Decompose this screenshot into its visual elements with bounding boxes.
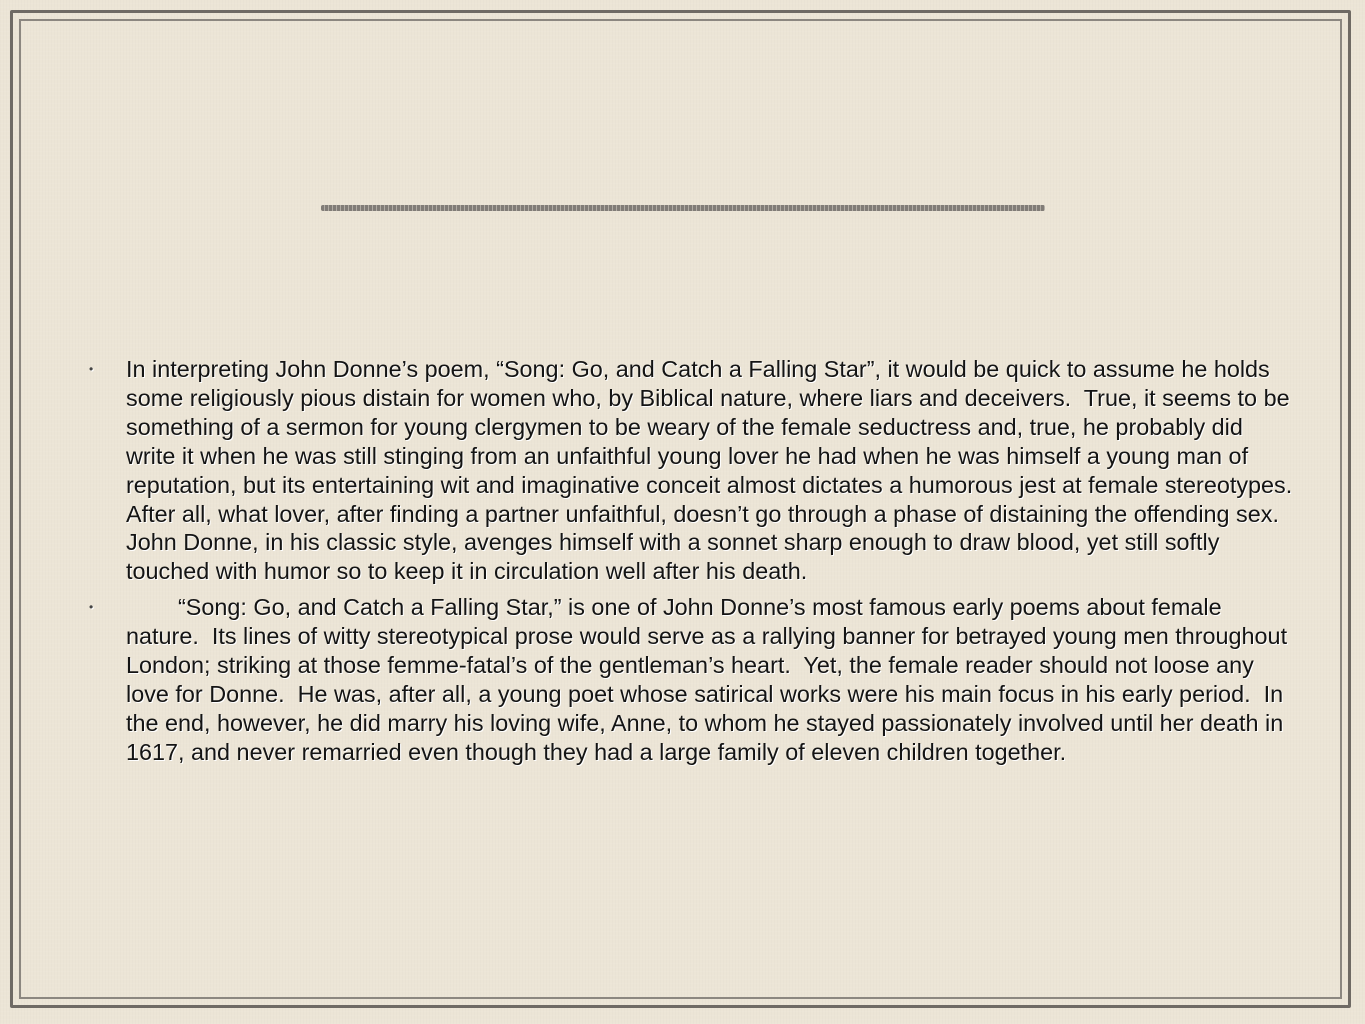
bullet-paragraph-1: [85, 355, 1304, 586]
title-divider: [321, 205, 1045, 211]
bullet-paragraph-2: [85, 593, 1295, 766]
bullet-text: In interpreting John Donne’s poem, “Song: Go, and Catch a Falling Star”, it would be quick to assume he holds some religiously pious distain for women who, by Biblical nature, where liars and deceivers. True, it seems to be something of a sermon for young clergymen to be weary of the female seductress and, true, he probably did write it when he was still stinging from an unfaithful young lover he had when he was himself a young man of reputation, but its entertaining wit and imaginative conceit almost dictates a humorous jest at female stereotypes. After all, what lover, after finding a partner unfaithful, doesn’t go through a phase of distaining the offending sex. John Donne, in his classic style, avenges himself with a sonnet sharp enough to draw blood, yet still softly touched with humor so to keep it in circulation well after his death.: [126, 356, 1304, 585]
bullet-text: “Song: Go, and Catch a Falling Star,” is one of John Donne’s most famous early poems about female nature. Its lines of witty stereotypical prose would serve as a rallying banner for betrayed young men throughout London; striking at those femme-fatal’s of the gentleman’s heart. Yet, the female reader should not loose any love for Donne. He was, after all, a young poet whose satirical works were his main focus in his early period. In the end, however, he did marry his loving wife, Anne, to whom he stayed passionately involved until her death in 1617, and never remarried even though they had a large family of eleven children together.: [126, 594, 1294, 765]
bullet-dot-icon: •: [89, 600, 94, 615]
bullet-dot-icon: •: [89, 362, 94, 376]
slide-body: [85, 355, 1304, 774]
